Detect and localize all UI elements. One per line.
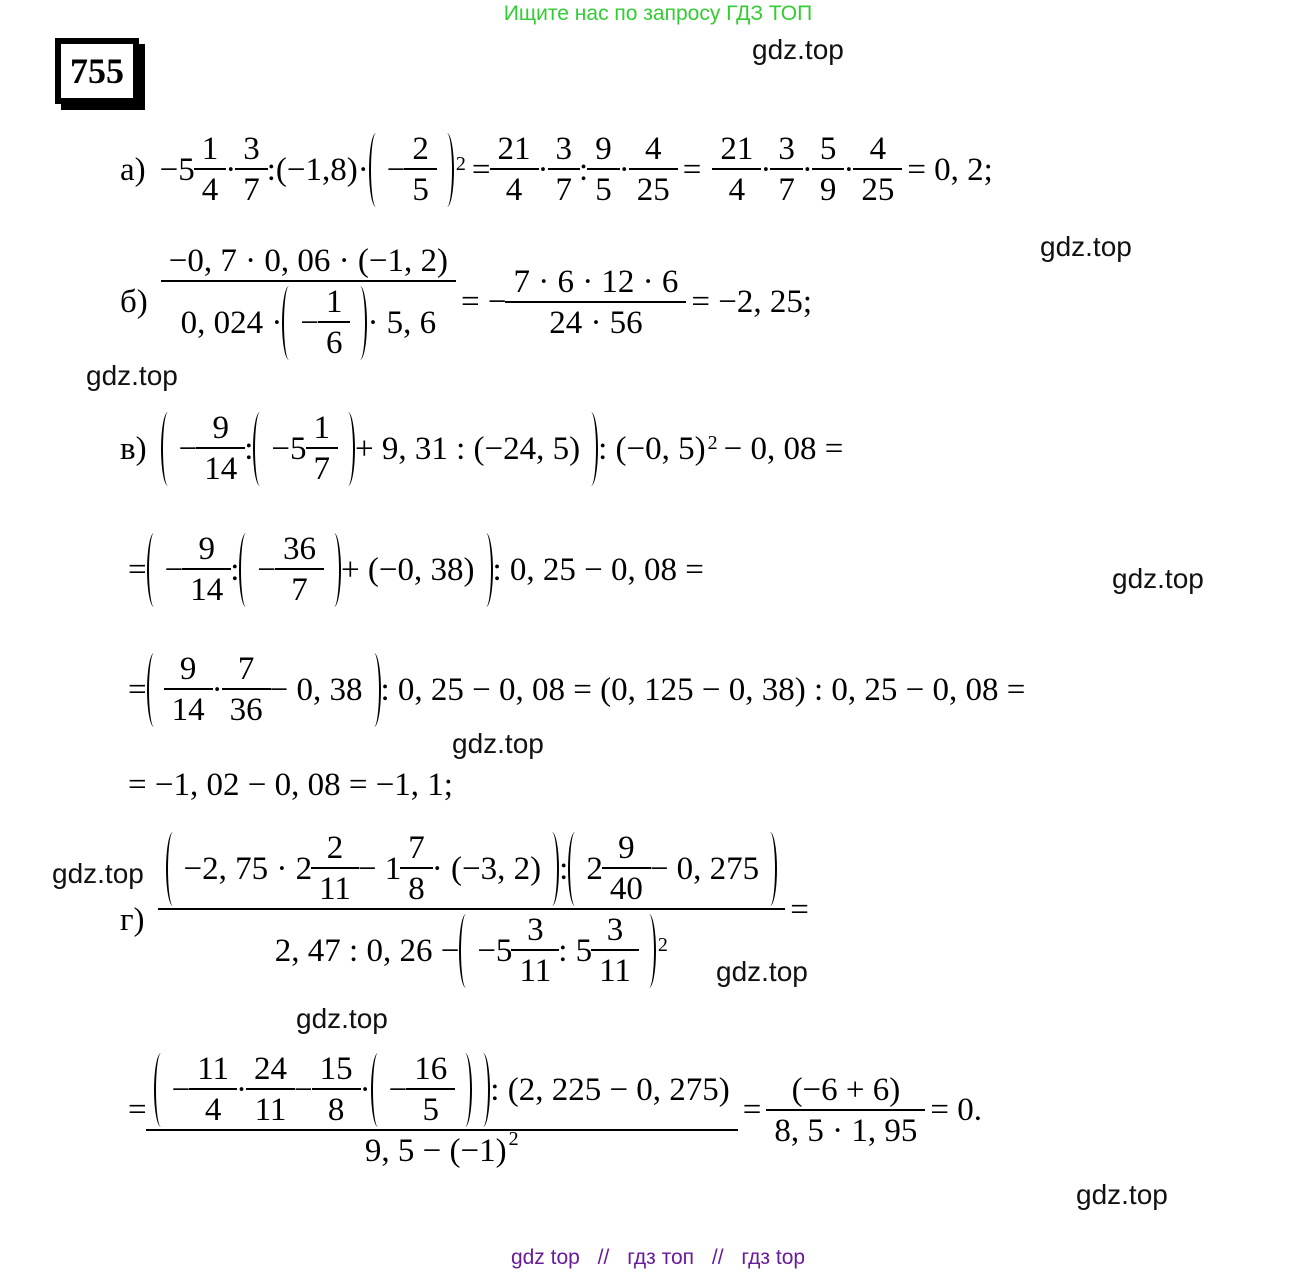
fraction: $\frac{7 \cdot 6 \cdot 12 \cdot 6}{24 \cdot 56}$ bbox=[509, 266, 682, 340]
operator: = − bbox=[460, 284, 507, 320]
fraction: $\frac{1}{4}$ bbox=[198, 133, 223, 207]
result: = 0, 2; bbox=[907, 151, 993, 188]
fraction: $\frac{21}{4}$ bbox=[494, 133, 535, 207]
part-b bbox=[120, 245, 812, 360]
footer-separator: // bbox=[597, 1246, 610, 1269]
fraction: −2, 75 · 2 $\frac{2}{11}$ − 1 $\frac{7}{8}$ · (−3, 2) : 2 $\frac{9}{40}$ − 0, 275 2, 47 : 0, 26 − −5 $\frac{3}{11}$ : 5 $\frac{3}{11}$ 2 bbox=[162, 832, 782, 988]
watermark: gdz.top bbox=[1076, 1179, 1168, 1210]
part-v-line2: = − $\frac{9}{14}$ : − $\frac{36}{7}$ + (−0, 38) : 0, 25 − 0, 08 = bbox=[128, 531, 704, 608]
term: :(−1,8)· bbox=[266, 151, 369, 188]
part-a: а) −5 $\frac{1}{4}$ · $\frac{3}{7}$ :(−1,8)· − $\frac{2}{5}$ 2 = $\frac{21}{4}$ · $\frac{3}{7}$ : $\frac{9}{5}$ · $\frac{4}{25}$ = $\frac{21}{4}$ · $\frac{3}{7}$ · $\frac{5}{9}$ · $\frac{4}{25}$ = 0, 2; bbox=[120, 131, 993, 208]
search-banner: Ищите нас по запросу ГДЗ ТОП bbox=[503, 2, 813, 25]
parenthesis-group: − $\frac{9}{14}$ : −5 $\frac{1}{7}$ + 9, 31 : (−24, 5) bbox=[161, 412, 599, 486]
fraction: $\frac{(-6 + 6)}{8, 5 \cdot 1, 95}$ bbox=[770, 1074, 921, 1148]
footer-link[interactable]: gdz top bbox=[510, 1246, 580, 1269]
parenthesis-group: − $\frac{2}{5}$ bbox=[369, 133, 454, 207]
fraction: $\frac{4}{25}$ bbox=[857, 133, 898, 207]
problem-number: 755 bbox=[70, 51, 124, 91]
part-g bbox=[120, 832, 809, 988]
part-v-line3: = $\frac{9}{14}$ · $\frac{7}{36}$ − 0, 38 : 0, 25 − 0, 08 = (0, 125 − 0, 38) : 0, 25 − 0, 08 = bbox=[128, 651, 1026, 728]
part-g-line2: = − $\frac{11}{4}$ · $\frac{24}{11}$ − $\frac{15}{8}$ · − $\frac{16}{5}$ : (2, 225 − 0, 275) 9, 5 − (−1) $^2$ = $\frac{(-6 + 6)}{8, 5 \cdot 1, 95}$ = 0. bbox=[128, 1051, 983, 1169]
fraction: $\frac{3}{7}$ bbox=[774, 133, 799, 207]
watermark: gdz.top bbox=[716, 956, 808, 987]
footer-links bbox=[0, 1246, 1316, 1270]
operator: = bbox=[790, 891, 809, 928]
watermark: gdz.top bbox=[452, 728, 544, 759]
footer-separator: // bbox=[711, 1246, 724, 1269]
footer-link[interactable]: гдз топ bbox=[627, 1246, 695, 1269]
operator: · bbox=[225, 151, 237, 188]
part-v-line4: = −1, 02 − 0, 08 = −1, 1; bbox=[128, 767, 453, 803]
term: −5 bbox=[159, 151, 195, 188]
fraction: $\frac{3}{7}$ bbox=[552, 133, 577, 207]
result: = −2, 25; bbox=[691, 284, 813, 320]
fraction: $\frac{4}{25}$ bbox=[633, 133, 674, 207]
part-label: а) bbox=[120, 151, 146, 188]
result: = 0. bbox=[930, 1092, 983, 1128]
exponent: 2 bbox=[455, 153, 466, 175]
part-v-line1: в) − $\frac{9}{14}$ : −5 $\frac{1}{7}$ + 9, 31 : (−24, 5) : (−0, 5) 2 − 0, 08 = bbox=[120, 410, 844, 487]
part-label: г) bbox=[120, 901, 145, 938]
operator: = bbox=[471, 151, 491, 188]
footer-link[interactable]: гдз top bbox=[741, 1246, 806, 1269]
fraction: $\frac{9}{5}$ bbox=[591, 133, 616, 207]
watermark: gdz.top bbox=[1040, 231, 1132, 262]
watermark: gdz.top bbox=[1112, 563, 1204, 594]
fraction: $\frac{3}{7}$ bbox=[239, 133, 264, 207]
fraction: −0, 7 · 0, 06 · (−1, 2) 0, 024 · − $\frac{1}{6}$ · 5, 6 bbox=[165, 245, 452, 360]
watermark: gdz.top bbox=[86, 360, 178, 391]
fraction: − $\frac{11}{4}$ · $\frac{24}{11}$ − $\frac{15}{8}$ · − $\frac{16}{5}$ : (2, 225 − 0, 275) 9, 5 − (−1) $^2$ bbox=[150, 1053, 734, 1168]
watermark: gdz.top bbox=[752, 34, 844, 65]
problem-number-box bbox=[55, 38, 139, 104]
part-label: в) bbox=[120, 430, 147, 467]
part-label: б) bbox=[120, 284, 148, 320]
fraction: $\frac{21}{4}$ bbox=[716, 133, 757, 207]
watermark: gdz.top bbox=[296, 1003, 388, 1034]
watermark: gdz.top bbox=[52, 858, 144, 889]
fraction: $\frac{5}{9}$ bbox=[816, 133, 841, 207]
